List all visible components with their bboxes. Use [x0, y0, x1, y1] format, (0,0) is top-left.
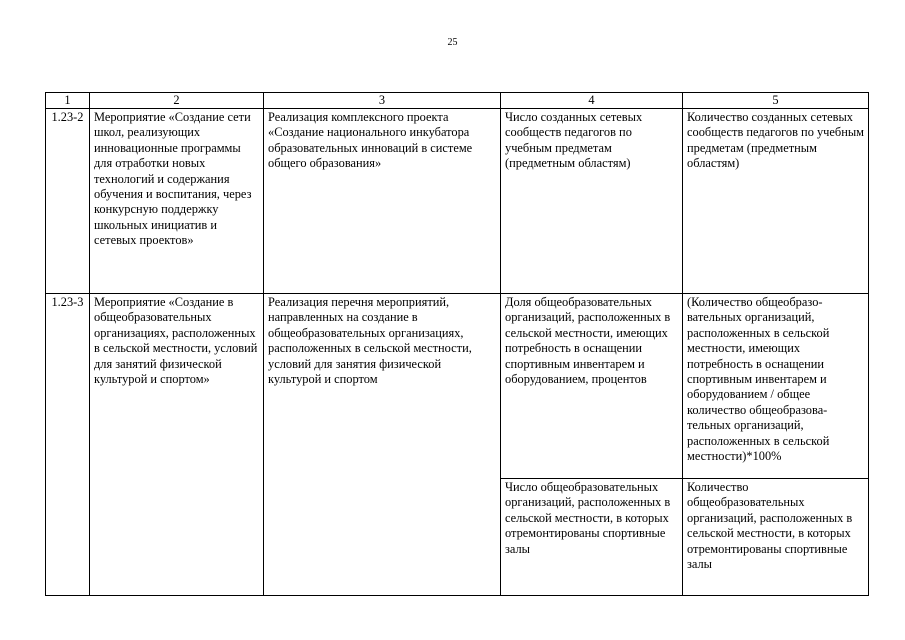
column-header: 3	[264, 93, 501, 109]
program-table	[45, 92, 869, 596]
table-header-row	[46, 93, 869, 109]
indicator-formula-cell: (Количество общеобразо-вательных организаций, расположенных в сельской местности, имеющих потребность в оснащении спортивным инвентарем и оборудованием / общее количество общеобразова-тельных организаций, расположенных в сельской местности)*100%	[683, 294, 869, 479]
indicator-name-cell: Число созданных сетевых сообществ педагогов по учебным предметам (предметным областям)	[501, 109, 683, 294]
table-row	[46, 294, 869, 479]
project-cell: Реализация перечня мероприятий, направленных на создание в общеобразовательных организациях, расположенных в сельской местности, условий для занятия физической культурой и спортом	[264, 294, 501, 596]
column-header: 4	[501, 93, 683, 109]
column-header: 5	[683, 93, 869, 109]
indicator-formula-cell: Количество общеобразовательных организаций, расположенных в сельской местности, в которых отремонтированы спортивные залы	[683, 479, 869, 596]
indicator-formula-cell: Количество созданных сетевых сообществ педагогов по учебным предметам (предметным областям)	[683, 109, 869, 294]
event-cell: Мероприятие «Создание сети школ, реализующих инновационные программы для отработки новых технологий и содержания обучения и воспитания, через конкурсную поддержку школьных инициатив и сетевых проектов»	[90, 109, 264, 294]
table-row	[46, 109, 869, 294]
column-header: 1	[46, 93, 90, 109]
row-number: 1.23-2	[46, 109, 90, 294]
page-number: 25	[447, 37, 458, 48]
column-header: 2	[90, 93, 264, 109]
project-cell: Реализация комплексного проекта «Создание национального инкубатора образовательных инноваций в системе общего образования»	[264, 109, 501, 294]
indicator-name-cell: Доля общеобразовательных организаций, расположенных в сельской местности, имеющих потребность в оснащении спортивным инвентарем и оборудованием, процентов	[501, 294, 683, 479]
event-cell: Мероприятие «Создание в общеобразовательных организациях, расположенных в сельской местности, условий для занятий физической культурой и спортом»	[90, 294, 264, 596]
row-number: 1.23-3	[46, 294, 90, 596]
indicator-name-cell: Число общеобразовательных организаций, расположенных в сельской местности, в которых отремонтированы спортивные залы	[501, 479, 683, 596]
